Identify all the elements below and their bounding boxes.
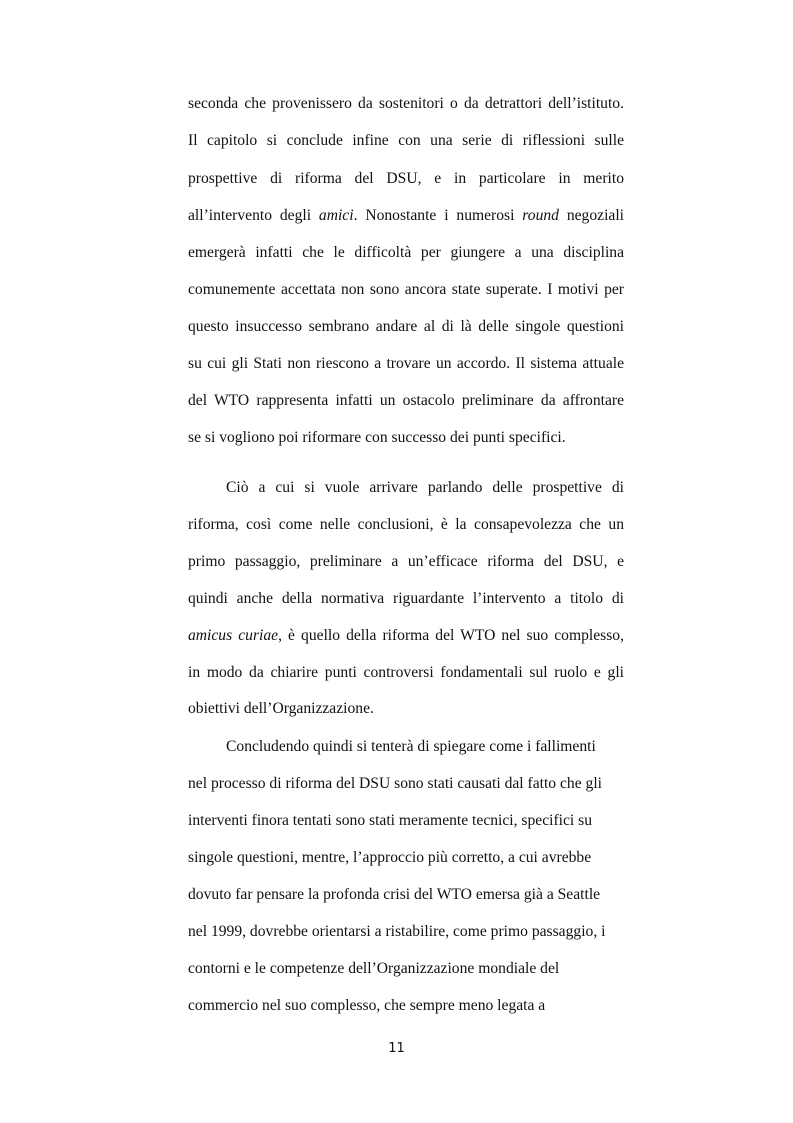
body-text-line: contorni e le competenze dell’Organizzazione mondiale del <box>188 960 560 977</box>
italic-term: amici <box>318 207 354 224</box>
body-text-line: questo insuccesso sembrano andare al di là delle singole questioni <box>188 318 624 335</box>
body-text-line: quindi anche della normativa riguardante l’intervento a titolo di <box>188 590 624 607</box>
body-text-line: comunemente accettata non sono ancora state superate. I motivi per <box>188 281 624 298</box>
body-text-line: singole questioni, mentre, l’approccio più corretto, a cui avrebbe <box>188 849 592 866</box>
body-text-line <box>188 626 624 646</box>
body-text-line: obiettivi dell’Organizzazione. <box>188 700 374 717</box>
page-number: 11 <box>388 1041 405 1056</box>
text-run: . Nonostante i numerosi <box>353 207 523 224</box>
italic-term: round <box>522 207 559 224</box>
body-text-line: nel processo di riforma del DSU sono stati causati dal fatto che gli <box>188 775 602 792</box>
body-text-line: in modo da chiarire punti controversi fondamentali sul ruolo e gli <box>188 664 624 681</box>
body-text-line: emergerà infatti che le difficoltà per giungere a una disciplina <box>188 244 624 261</box>
body-text-line: se si vogliono poi riformare con successo dei punti specifici. <box>188 429 566 446</box>
body-text-line: interventi finora tentati sono stati meramente tecnici, specifici su <box>188 812 592 829</box>
body-text-line: Ciò a cui si vuole arrivare parlando delle prospettive di <box>226 479 624 496</box>
text-run: , è quello della riforma del WTO nel suo complesso, <box>278 627 624 644</box>
body-text-line: commercio nel suo complesso, che sempre meno legata a <box>188 997 546 1014</box>
italic-term: amicus curiae <box>188 627 279 644</box>
body-text-line: riforma, così come nelle conclusioni, è la consapevolezza che un <box>188 516 624 533</box>
body-text-line: nel 1999, dovrebbe orientarsi a ristabilire, come primo passaggio, i <box>188 923 606 940</box>
body-text-line: dovuto far pensare la profonda crisi del WTO emersa già a Seattle <box>188 886 601 903</box>
body-text-line: primo passaggio, preliminare a un’efficace riforma del DSU, e <box>188 553 624 570</box>
body-text-line: del WTO rappresenta infatti un ostacolo preliminare da affrontare <box>188 392 624 409</box>
text-run: negoziali <box>558 207 624 224</box>
body-text-line: Concludendo quindi si tenterà di spiegare come i fallimenti <box>226 738 596 755</box>
text-run: all’intervento degli <box>188 207 319 224</box>
body-text-line: prospettive di riforma del DSU, e in particolare in merito <box>188 170 624 187</box>
body-text-line: seconda che provenissero da sostenitori o da detrattori dell’istituto. <box>188 95 624 112</box>
body-text-line: su cui gli Stati non riescono a trovare un accordo. Il sistema attuale <box>188 355 624 372</box>
body-text-line <box>188 206 624 226</box>
body-text-line: Il capitolo si conclude infine con una serie di riflessioni sulle <box>188 132 624 149</box>
